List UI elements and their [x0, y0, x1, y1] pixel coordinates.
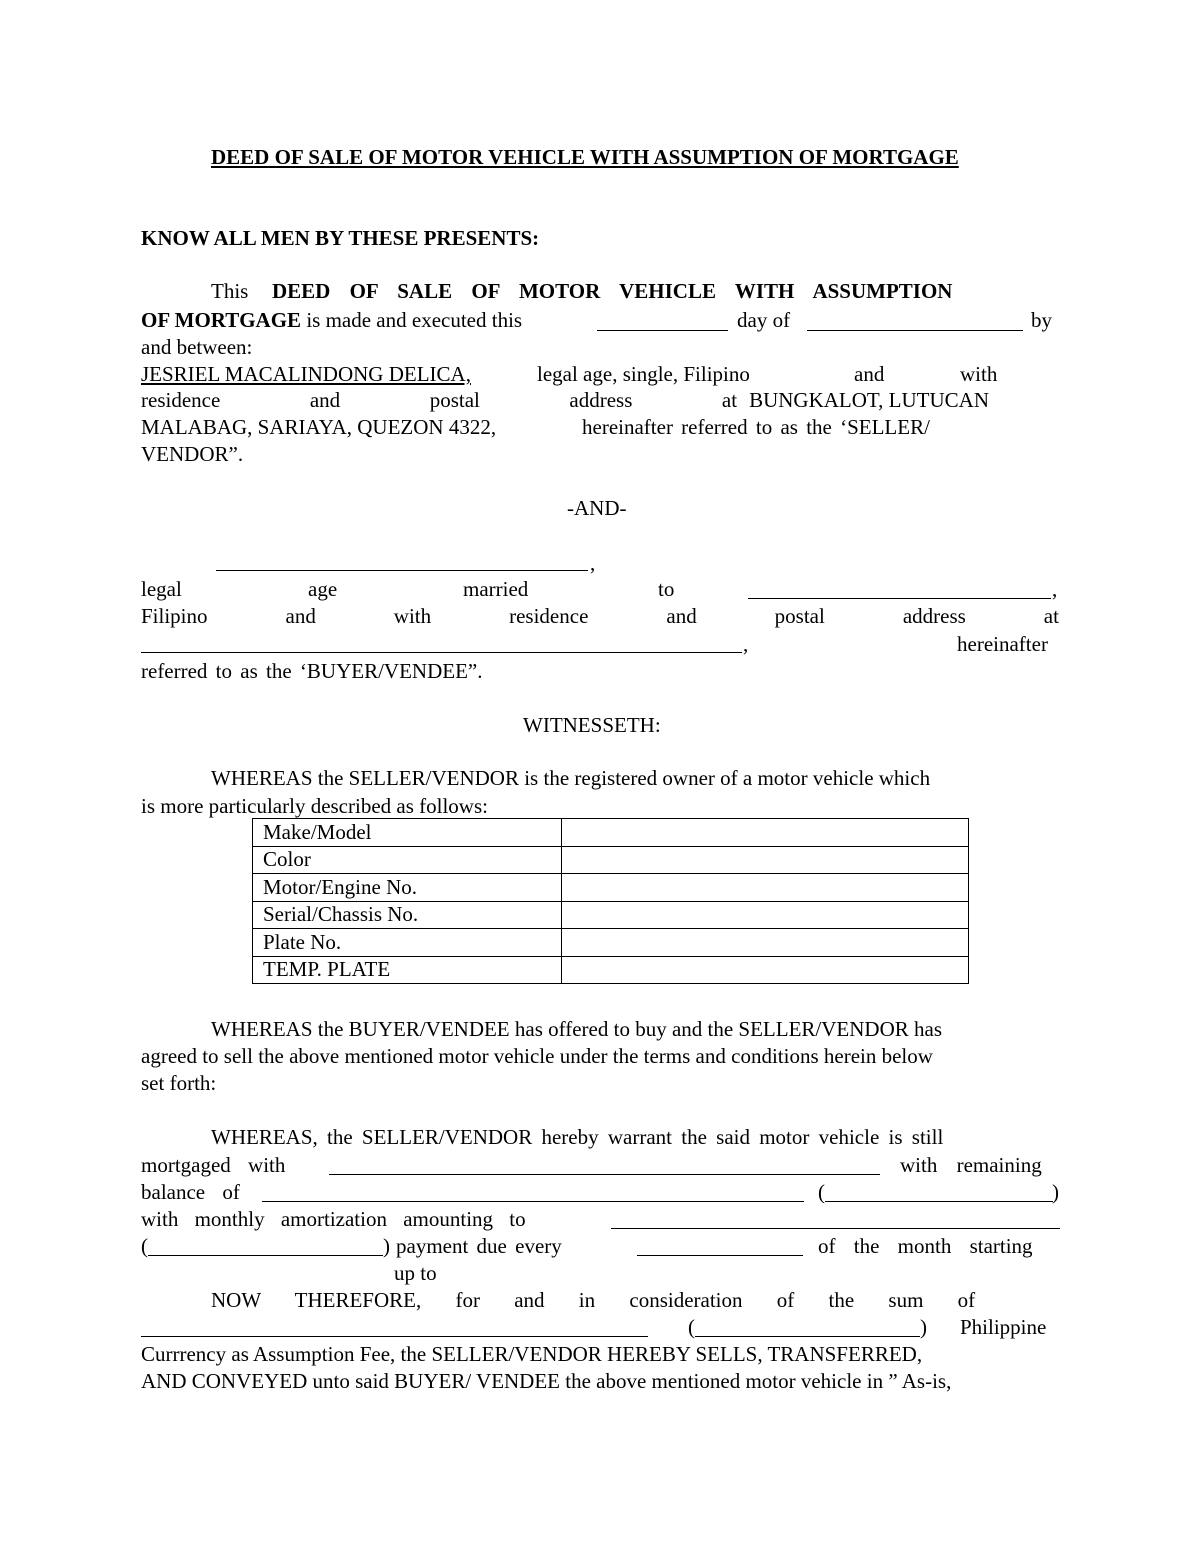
balance-open-paren: ( — [818, 1180, 825, 1204]
vehicle-table-row — [253, 901, 969, 929]
buyer-and2: and — [666, 604, 697, 628]
seller-line3: MALABAG, SARIAYA, QUEZON 4322, — [141, 415, 497, 439]
buyer-comma-3: , — [743, 632, 749, 656]
now-therefore-text: NOW THEREFORE, for and in consideration of the sum of — [211, 1288, 976, 1312]
vehicle-field-value[interactable] — [562, 819, 969, 847]
seller-at: at — [721, 388, 738, 412]
buyer-postal: postal — [774, 604, 825, 628]
buyer-legal: legal — [141, 577, 182, 601]
vehicle-field-label: Make/Model — [253, 819, 562, 847]
buyer-hereinafter: hereinafter — [957, 632, 1048, 656]
vehicle-field-value[interactable] — [562, 929, 969, 957]
whereas2-line3: set forth: — [141, 1071, 217, 1095]
seller-line3-rest: hereinafter referred to as the ‘SELLER/ — [582, 415, 930, 439]
intro-line-2 — [141, 310, 522, 331]
whereas3-payment-due: payment due every — [396, 1234, 562, 1258]
buyer-address-blank[interactable] — [141, 652, 742, 653]
whereas3-balance-of: balance of — [141, 1180, 240, 1204]
balance-words-blank[interactable] — [262, 1201, 804, 1202]
intro-deed-title-part2: OF MORTGAGE — [141, 308, 302, 332]
vehicle-field-value[interactable] — [562, 874, 969, 902]
whereas3-mortgaged-with: mortgaged with — [141, 1153, 286, 1177]
vehicle-table-row — [253, 874, 969, 902]
whereas1-line2: is more particularly described as follows: — [141, 794, 488, 818]
whereas3-up-to: up to — [394, 1261, 437, 1285]
whereas3-of-the-month: of the month starting — [818, 1234, 1033, 1258]
whereas3-with-remaining: with remaining — [900, 1153, 1042, 1177]
seller-line1-rest: legal age, single, Filipino — [537, 362, 750, 386]
seller-at-place — [722, 390, 989, 411]
document-title: DEED OF SALE OF MOTOR VEHICLE WITH ASSUMPTION OF MORTGAGE — [211, 145, 959, 169]
seller-line2 — [141, 390, 989, 411]
intro-this: This — [211, 279, 249, 303]
seller-address: address — [569, 388, 633, 412]
vehicle-table-row — [253, 956, 969, 984]
buyer-at: at — [1043, 604, 1059, 628]
seller-and: and — [309, 388, 341, 412]
intro-by: by — [1031, 308, 1052, 332]
buyer-age: age — [308, 577, 338, 601]
vehicle-table-row — [253, 929, 969, 957]
and-separator: -AND- — [567, 496, 627, 520]
seller-line1-with: with — [960, 362, 998, 386]
spouse-blank[interactable] — [748, 598, 1051, 599]
buyer-and1: and — [285, 604, 316, 628]
now-therefore-currency: Currrency as Assumption Fee, the SELLER/VENDOR HEREBY SELLS, TRANSFERRED, — [141, 1342, 923, 1366]
buyer-to: to — [658, 577, 675, 601]
intro-made-executed: is made and executed this — [306, 308, 523, 332]
vehicle-field-label: TEMP. PLATE — [253, 956, 562, 984]
vehicle-field-value[interactable] — [562, 956, 969, 984]
intro-deed-title — [272, 281, 1010, 302]
buyer-residence: residence — [509, 604, 589, 628]
whereas2-line2: agreed to sell the above mentioned motor vehicle under the terms and conditions herein below — [141, 1044, 933, 1068]
vehicle-description-table — [252, 818, 969, 984]
buyer-line3 — [141, 606, 1059, 627]
monthly-close-paren: ) — [383, 1234, 390, 1258]
buyer-comma: , — [590, 551, 596, 575]
witnesseth-heading: WITNESSETH: — [523, 713, 661, 737]
vehicle-table-row — [253, 846, 969, 874]
balance-amount-blank[interactable] — [825, 1201, 1053, 1202]
buyer-with: with — [393, 604, 432, 628]
seller-residence: residence — [141, 388, 221, 412]
vehicle-field-label: Serial/Chassis No. — [253, 901, 562, 929]
whereas3-monthly: with monthly amortization amounting to — [141, 1207, 526, 1231]
mortgagee-blank[interactable] — [329, 1174, 880, 1175]
now-therefore-line1 — [211, 1290, 1059, 1311]
vehicle-table-row — [253, 819, 969, 847]
balance-close-paren: ) — [1052, 1180, 1059, 1204]
salutation: KNOW ALL MEN BY THESE PRESENTS: — [141, 226, 540, 250]
monthly-amount-blank[interactable] — [611, 1228, 1060, 1229]
whereas1-line1: WHEREAS the SELLER/VENDOR is the registered owner of a motor vehicle which — [211, 766, 931, 790]
vehicle-field-label: Plate No. — [253, 929, 562, 957]
monthly-figure-blank[interactable] — [148, 1255, 383, 1256]
buyer-comma-2: , — [1052, 577, 1058, 601]
now-therefore-conveyed: AND CONVEYED unto said BUYER/ VENDEE the above mentioned motor vehicle in ” As-is, — [141, 1369, 952, 1393]
intro-day-of: day of — [737, 308, 791, 332]
fee-open-paren: ( — [688, 1315, 695, 1339]
month-blank[interactable] — [807, 330, 1023, 331]
seller-place: BUNGKALOT, LUTUCAN — [749, 388, 989, 412]
whereas2-line1: WHEREAS the BUYER/VENDEE has offered to buy and the SELLER/VENDOR has — [211, 1017, 943, 1041]
fee-close-paren: ) — [920, 1315, 927, 1339]
seller-line1-and: and — [854, 362, 885, 386]
whereas3-line1: WHEREAS, the SELLER/VENDOR hereby warrant the said motor vehicle is still — [211, 1125, 944, 1149]
now-therefore-philippine: Philippine — [960, 1315, 1047, 1339]
buyer-address: address — [902, 604, 966, 628]
fee-words-blank[interactable] — [141, 1336, 648, 1337]
intro-deed-title-text: DEED OF SALE OF MOTOR VEHICLE WITH ASSUMPTION — [272, 279, 953, 303]
seller-postal: postal — [429, 388, 480, 412]
seller-name: JESRIEL MACALINDONG DELICA, — [141, 362, 471, 386]
monthly-open-paren: ( — [141, 1234, 148, 1258]
seller-line4: VENDOR”. — [141, 442, 244, 466]
vehicle-field-value[interactable] — [562, 846, 969, 874]
buyer-name-blank[interactable] — [216, 570, 588, 571]
intro-line-1 — [211, 281, 1010, 302]
vehicle-field-label: Color — [253, 846, 562, 874]
buyer-married: married — [463, 577, 529, 601]
day-blank[interactable] — [597, 330, 728, 331]
vehicle-field-value[interactable] — [562, 901, 969, 929]
due-day-blank[interactable] — [637, 1255, 803, 1256]
buyer-filipino: Filipino — [141, 604, 208, 628]
vehicle-field-label: Motor/Engine No. — [253, 874, 562, 902]
intro-and-between: and between: — [141, 335, 253, 359]
buyer-referred: referred to as the ‘BUYER/VENDEE”. — [141, 659, 483, 683]
fee-amount-blank[interactable] — [695, 1336, 920, 1337]
